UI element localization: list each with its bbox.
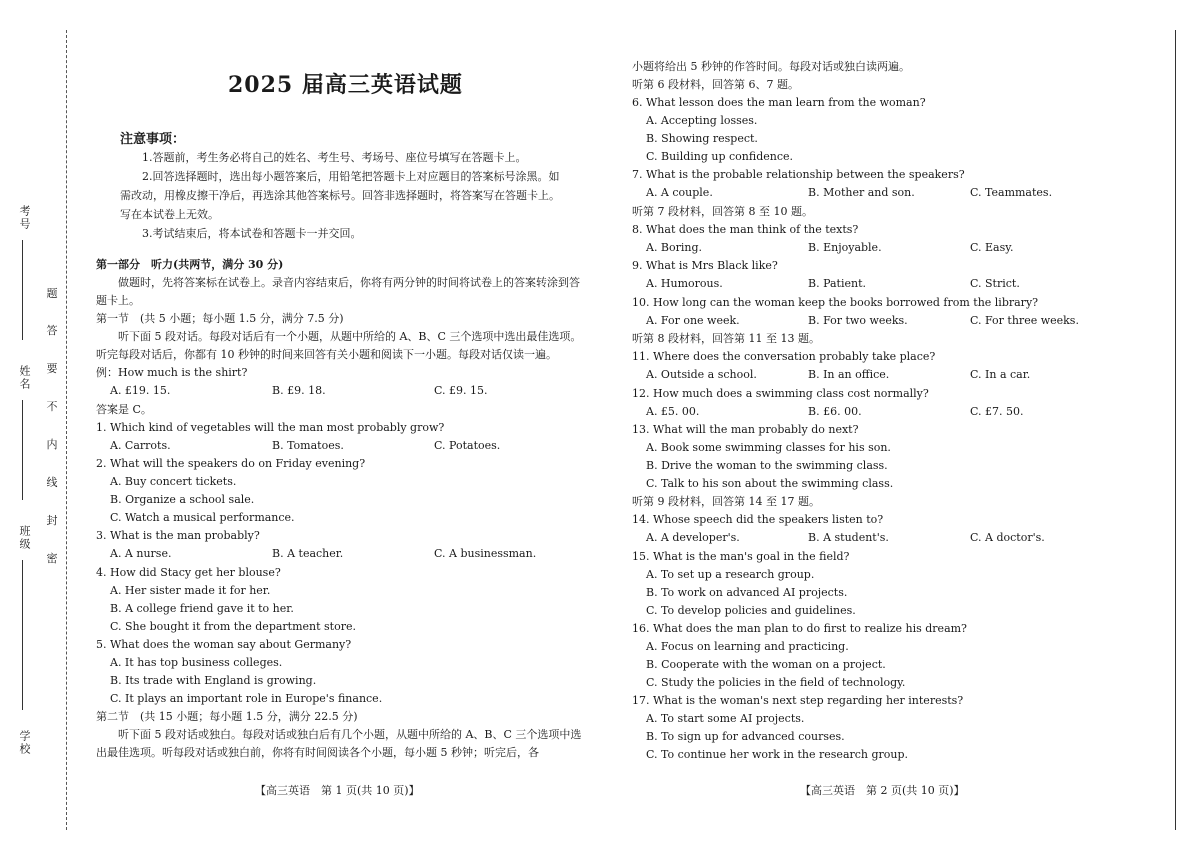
question-12-options bbox=[632, 403, 1172, 422]
option: C. To continue her work in the research group. bbox=[646, 747, 909, 761]
question-14-options bbox=[632, 529, 1172, 548]
question-8-options bbox=[632, 239, 1172, 258]
question-12: 12. How much does a swimming class cost normally? bbox=[632, 386, 929, 400]
section2-intro: 听下面 5 段对话或独白。每段对话或独白后有几个小题，从题中所给的 A、B、C 三个选项中选出最佳选项。听每段对话或独白前，你将有时间阅读各个小题，每小题 5 秒钟；听完后，各 bbox=[96, 727, 582, 759]
continuation: 小题将给出 5 秒钟的作答时间。每段对话或独白读两遍。 bbox=[632, 60, 910, 73]
section1-heading: 第一节 (共 5 小题；每小题 1.5 分，满分 7.5 分) bbox=[96, 312, 344, 325]
question-13: 13. What will the man probably do next? bbox=[632, 423, 859, 436]
part1 bbox=[96, 256, 586, 762]
option: C. A doctor's. bbox=[970, 531, 1045, 544]
seal-char: 封 bbox=[46, 514, 58, 527]
option: B. Patient. bbox=[808, 277, 866, 290]
option: C. Study the policies in the field of technology. bbox=[646, 675, 906, 689]
option: B. Enjoyable. bbox=[808, 240, 882, 254]
material-6: 听第 6 段材料，回答第 6、7 题。 bbox=[632, 78, 799, 91]
notice-heading: 注意事项： bbox=[120, 132, 186, 147]
option: A. To set up a research group. bbox=[646, 567, 815, 581]
option: A. Buy concert tickets. bbox=[110, 475, 237, 488]
field-name: 姓名 bbox=[18, 365, 31, 391]
option: C. A businessman. bbox=[434, 547, 537, 560]
question-9: 9. What is Mrs Black like? bbox=[632, 259, 778, 272]
option: C. It plays an important role in Europe's finance. bbox=[110, 691, 383, 705]
question-6: 6. What lesson does the man learn from the woman? bbox=[632, 96, 926, 109]
seal-char: 答 bbox=[46, 324, 58, 337]
option: A. To start some AI projects. bbox=[646, 711, 805, 725]
option: B. Tomatoes. bbox=[272, 438, 344, 452]
option: C. Teammates. bbox=[970, 186, 1053, 199]
option: A. Outside a school. bbox=[646, 368, 757, 381]
question-7: 7. What is the probable relationship between the speakers? bbox=[632, 168, 965, 181]
question-3-options bbox=[96, 545, 586, 564]
option: A. Book some swimming classes for his son. bbox=[646, 441, 891, 454]
option: C. Potatoes. bbox=[434, 438, 501, 452]
option: C. Building up confidence. bbox=[646, 150, 794, 163]
option: B. Organize a school sale. bbox=[110, 493, 255, 506]
notice-item: 2.回答选择题时，选出每小题答案后，用铅笔把答题卡上对应题目的答案标号涂黑。如需改动，用橡皮擦干净后，再选涂其他答案标号。回答非选择题时，将答案写在答题卡上。写在本试卷上无效。 bbox=[120, 170, 560, 221]
question-8: 8. What does the man think of the texts? bbox=[632, 222, 859, 236]
option: B. In an office. bbox=[808, 368, 890, 381]
page-2 bbox=[632, 58, 1172, 764]
question-3: 3. What is the man probably? bbox=[96, 529, 260, 542]
question-5: 5. What does the woman say about Germany? bbox=[96, 637, 352, 651]
option: B. To work on advanced AI projects. bbox=[646, 585, 848, 599]
option: A. It has top business colleges. bbox=[110, 655, 283, 669]
option: B. Mother and son. bbox=[808, 186, 915, 199]
notice-item: 3.考试结束后，将本试卷和答题卡一并交回。 bbox=[142, 227, 362, 240]
field-line bbox=[22, 240, 23, 340]
page-title: 2025 届高三英语试题 bbox=[228, 72, 463, 98]
notice-list bbox=[120, 148, 570, 243]
section2-heading: 第二节 (共 15 小题；每小题 1.5 分，满分 22.5 分) bbox=[96, 709, 358, 723]
option: B. £6. 00. bbox=[808, 404, 862, 418]
option: A. Humorous. bbox=[646, 277, 723, 290]
part1-intro: 做题时，先将答案标在试卷上。录音内容结束后，你将有两分钟的时间将试卷上的答案转涂到答题卡上。 bbox=[96, 276, 580, 307]
question-14: 14. Whose speech did the speakers listen to? bbox=[632, 513, 884, 526]
option: A. £19. 15. bbox=[110, 384, 171, 397]
page-right-edge bbox=[1172, 0, 1200, 847]
option: B. £9. 18. bbox=[272, 384, 326, 397]
option: A. For one week. bbox=[646, 313, 740, 327]
binding-margin bbox=[0, 0, 88, 847]
option: B. To sign up for advanced courses. bbox=[646, 729, 845, 743]
question-11-options bbox=[632, 366, 1172, 385]
option: A. A developer's. bbox=[646, 531, 740, 544]
question-1-options bbox=[96, 437, 586, 456]
option: B. A student's. bbox=[808, 531, 889, 544]
example-question: 例：How much is the shirt? bbox=[96, 366, 248, 379]
notice-item: 1.答题前，考生务必将自己的姓名、考生号、考场号、座位号填写在答题卡上。 bbox=[142, 151, 527, 164]
seal-char: 线 bbox=[46, 476, 58, 489]
option: C. £7. 50. bbox=[970, 404, 1024, 418]
material-9: 听第 9 段材料，回答第 14 至 17 题。 bbox=[632, 495, 820, 508]
material-8: 听第 8 段材料，回答第 11 至 13 题。 bbox=[632, 332, 820, 345]
seal-char: 不 bbox=[46, 400, 58, 413]
footer-page-2: 【高三英语 第 2 页(共 10 页)】 bbox=[800, 784, 965, 797]
footer-page-1: 【高三英语 第 1 页(共 10 页)】 bbox=[255, 784, 420, 797]
question-1: 1. Which kind of vegetables will the man most probably grow? bbox=[96, 420, 445, 434]
option: B. A college friend gave it to her. bbox=[110, 601, 294, 615]
part1-heading: 第一部分 听力(共两节，满分 30 分) bbox=[96, 258, 284, 271]
option: A. Accepting losses. bbox=[646, 114, 758, 127]
question-11: 11. Where does the conversation probably take place? bbox=[632, 350, 936, 363]
option: C. Strict. bbox=[970, 277, 1020, 290]
field-class: 班级 bbox=[18, 525, 31, 551]
option: C. To develop policies and guidelines. bbox=[646, 603, 856, 617]
option: A. Her sister made it for her. bbox=[110, 583, 271, 597]
option: A. A couple. bbox=[646, 186, 713, 199]
example-answer: 答案是 C。 bbox=[96, 402, 152, 416]
example-options bbox=[96, 382, 586, 401]
option: C. £9. 15. bbox=[434, 384, 488, 397]
binding-line bbox=[66, 30, 67, 830]
question-17: 17. What is the woman's next step regarding her interests? bbox=[632, 693, 964, 707]
seal-char: 密 bbox=[46, 552, 58, 565]
option: B. Its trade with England is growing. bbox=[110, 673, 317, 687]
section1-intro: 听下面 5 段对话。每段对话后有一个小题，从题中所给的 A、B、C 三个选项中选出最佳选项。听完每段对话后，你都有 10 秒钟的时间来回答有关小题和阅读下一小题。每段对话仅读一遍。 bbox=[96, 330, 582, 361]
field-exam-number: 考号 bbox=[18, 205, 31, 231]
option: C. In a car. bbox=[970, 368, 1031, 381]
option: A. Focus on learning and practicing. bbox=[646, 639, 849, 653]
question-9-options bbox=[632, 275, 1172, 294]
option: A. £5. 00. bbox=[646, 404, 700, 418]
option: B. Drive the woman to the swimming class. bbox=[646, 459, 888, 472]
field-school: 学校 bbox=[18, 730, 31, 756]
question-2: 2. What will the speakers do on Friday evening? bbox=[96, 457, 366, 470]
field-line bbox=[22, 560, 23, 710]
seal-char: 题 bbox=[46, 287, 58, 300]
question-7-options bbox=[632, 184, 1172, 203]
option: C. She bought it from the department store. bbox=[110, 619, 356, 633]
seal-char: 要 bbox=[46, 362, 58, 375]
question-4: 4. How did Stacy get her blouse? bbox=[96, 565, 281, 579]
question-15: 15. What is the man's goal in the field? bbox=[632, 549, 850, 563]
option: B. Cooperate with the woman on a project. bbox=[646, 657, 886, 671]
option: C. Talk to his son about the swimming class. bbox=[646, 477, 894, 490]
option: C. Watch a musical performance. bbox=[110, 511, 295, 524]
field-line bbox=[22, 400, 23, 500]
material-7: 听第 7 段材料，回答第 8 至 10 题。 bbox=[632, 204, 813, 218]
question-16: 16. What does the man plan to do first to realize his dream? bbox=[632, 621, 967, 635]
option: A. A nurse. bbox=[110, 547, 172, 560]
option: A. Boring. bbox=[646, 240, 703, 254]
question-10: 10. How long can the woman keep the books borrowed from the library? bbox=[632, 295, 1039, 309]
option: B. Showing respect. bbox=[646, 132, 758, 145]
option: B. For two weeks. bbox=[808, 313, 908, 327]
question-10-options bbox=[632, 312, 1172, 331]
option: A. Carrots. bbox=[110, 438, 171, 452]
option: C. Easy. bbox=[970, 240, 1014, 254]
seal-char: 内 bbox=[46, 438, 58, 451]
option: B. A teacher. bbox=[272, 547, 344, 560]
option: C. For three weeks. bbox=[970, 313, 1079, 327]
